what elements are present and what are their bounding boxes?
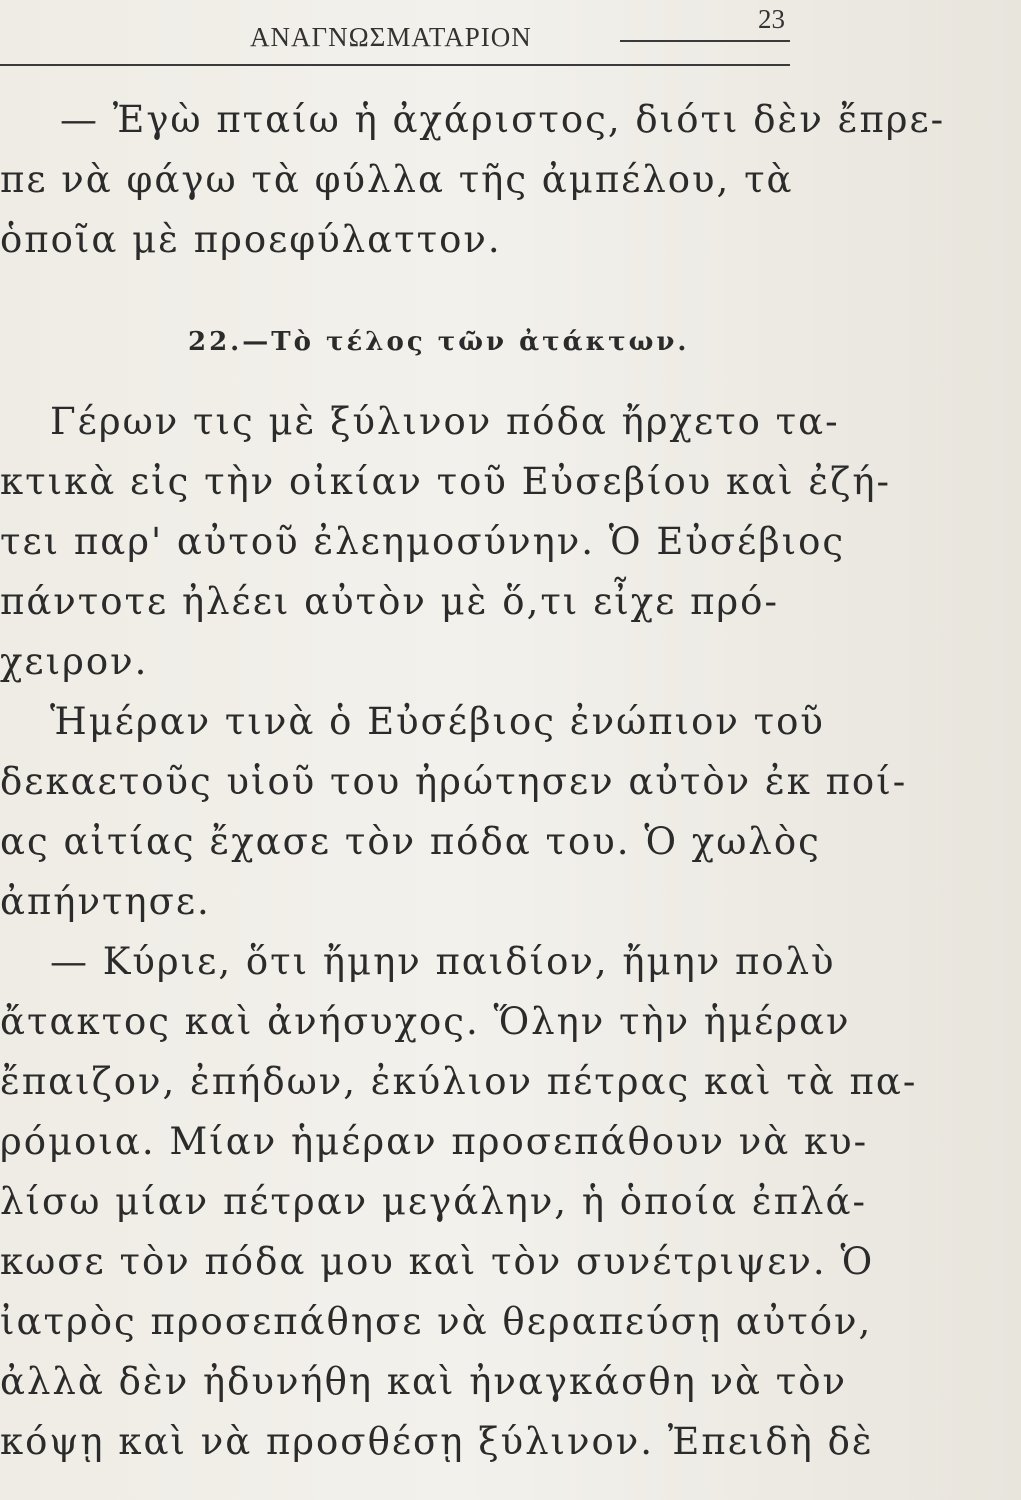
text-line: κόψῃ καὶ νὰ προσθέσῃ ξύλινον. Ἐπειδὴ δὲ (0, 1420, 874, 1463)
running-title: ΑΝΑΓΝΩΣΜΑΤΑΡΙΟΝ (250, 22, 532, 52)
text-line: Γέρων τις μὲ ξύλινον πόδα ἤρχετο τα- (50, 400, 840, 443)
text-line: τει παρ' αὐτοῦ ἐλεημοσύνην. Ὁ Εὐσέβιος (0, 520, 846, 563)
text-line: χειρον. (0, 640, 149, 683)
text-line: πάντοτε ἠλέει αὐτὸν μὲ ὅ,τι εἶχε πρό- (0, 580, 779, 623)
header-rule-short (620, 40, 790, 42)
text-line: δεκαετοῦς υἱοῦ του ἠρώτησεν αὐτὸν ἐκ ποί- (0, 760, 908, 803)
text-line: κωσε τὸν πόδα μου καὶ τὸν συνέτριψεν. Ὁ (0, 1240, 875, 1283)
text-line: πε νὰ φάγω τὰ φύλλα τῆς ἀμπέλου, τὰ (0, 158, 794, 201)
text-line: λίσω μίαν πέτραν μεγάλην, ἡ ὁποία ἐπλά- (0, 1180, 867, 1223)
text-line: ἀλλὰ δὲν ἠδυνήθη καὶ ἠναγκάσθη νὰ τὸν (0, 1360, 848, 1403)
text-line: ἔπαιζον, ἐπήδων, ἐκύλιον πέτρας καὶ τὰ πα- (0, 1060, 918, 1103)
text-line: ας αἰτίας ἔχασε τὸν πόδα του. Ὁ χωλὸς (0, 820, 821, 863)
text-line: κτικὰ εἰς τὴν οἰκίαν τοῦ Εὐσεβίου καὶ ἐζή- (0, 460, 891, 503)
section-heading: 22.—Τὸ τέλος τῶν ἀτάκτων. (188, 327, 690, 357)
text-line: ὁποῖα μὲ προεφύλαττον. (0, 218, 502, 261)
text-line: — Ἐγὼ πταίω ἡ ἀχάριστος, διότι δὲν ἔπρε- (60, 98, 946, 141)
header-rule (0, 64, 790, 66)
page-number: 23 (758, 4, 785, 34)
text-line: ἰατρὸς προσεπάθησε νὰ θεραπεύσῃ αὐτόν, (0, 1300, 873, 1343)
text-line: Ἡμέραν τινὰ ὁ Εὐσέβιος ἐνώπιον τοῦ (50, 700, 825, 743)
body-text (0, 90, 946, 1472)
text-line: ρόμοια. Μίαν ἡμέραν προσεπάθουν νὰ κυ- (0, 1120, 869, 1163)
text-line: ἄτακτος καὶ ἀνήσυχος. Ὅλην τὴν ἡμέραν (0, 1000, 851, 1043)
text-line: — Κύριε, ὅτι ἤμην παιδίον, ἤμην πολὺ (50, 940, 836, 983)
text-line: ἀπήντησε. (0, 880, 211, 923)
